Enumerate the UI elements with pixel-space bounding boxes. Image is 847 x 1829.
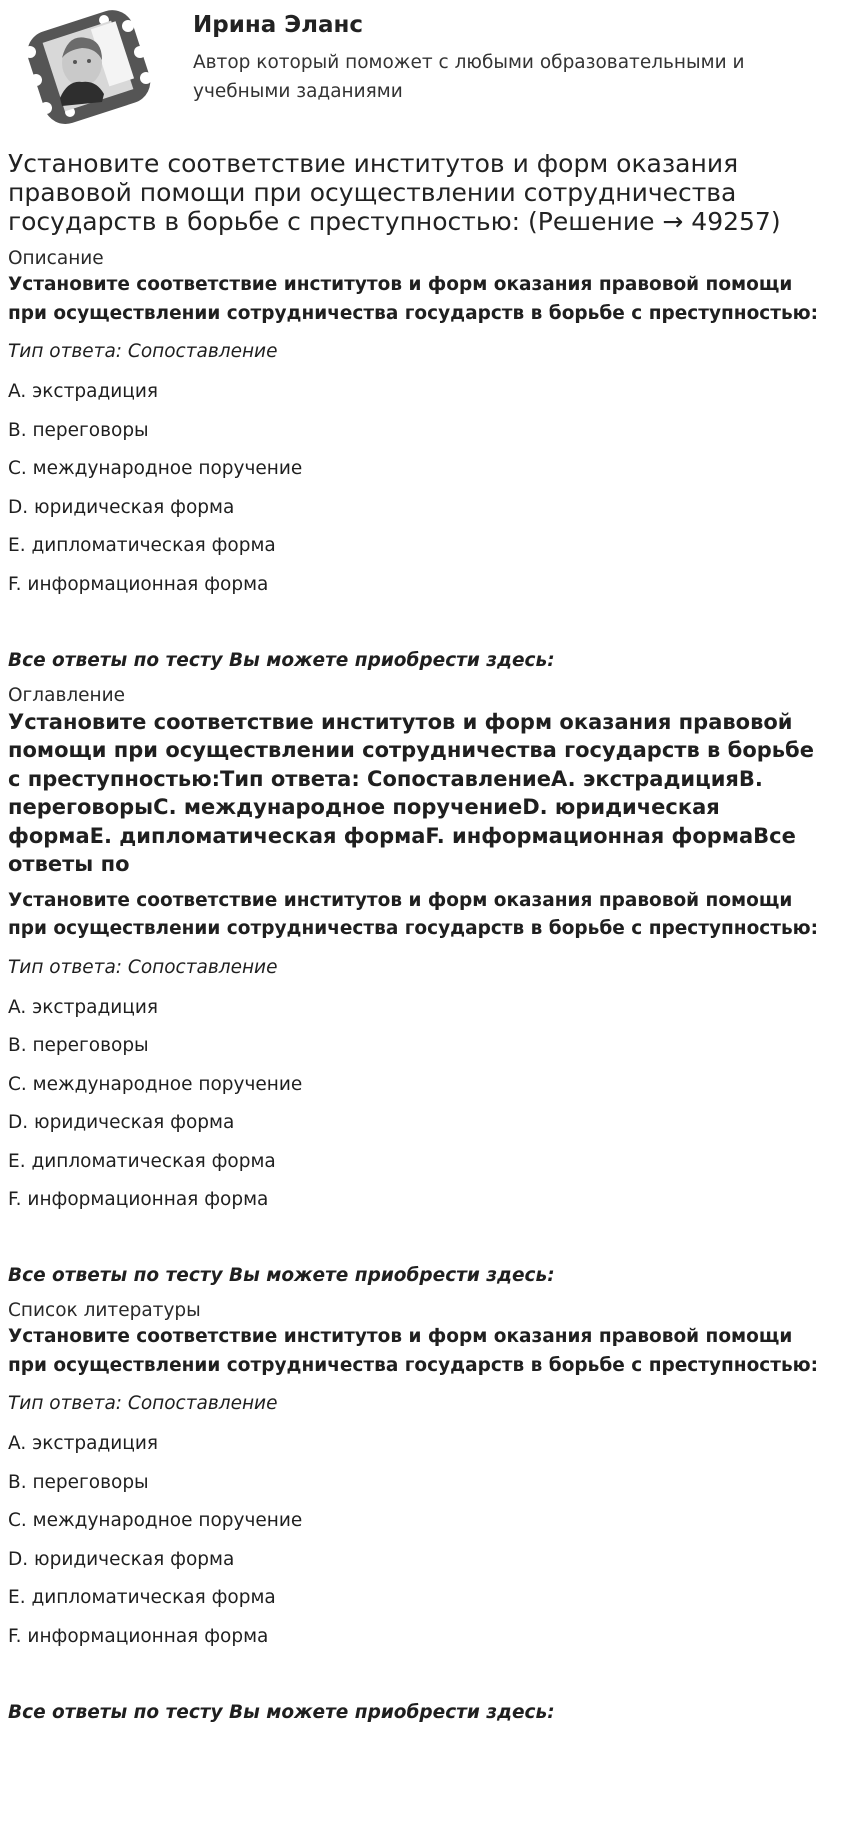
option-item: D. юридическая форма [8, 496, 235, 518]
description-label: Описание [8, 248, 104, 269]
question-text: Установите соответствие институтов и форм оказания правовой помощи при осуществлении сотрудничества государств в борьбе с преступностью: [8, 1326, 819, 1376]
option-item: F. информационная форма [8, 1189, 269, 1210]
option-item: A. экстрадиция [8, 996, 159, 1018]
literature-label: Список литературы [8, 1300, 201, 1321]
option-item: D. юридическая форма [8, 1112, 235, 1133]
author-card [8, 0, 839, 132]
buy-answers-text: Все ответы по тесту Вы можете приобрести здесь: [8, 1701, 555, 1723]
question-text: Установите соответствие институтов и форм оказания правовой помощи при осуществлении сотрудничества государств в борьбе с преступностью: [8, 274, 819, 324]
option-item: E. дипломатическая форма [8, 1150, 276, 1172]
buy-answers-text: Все ответы по тесту Вы можете приобрести здесь: [8, 649, 555, 671]
toc-section [8, 708, 839, 1289]
literature-section [8, 1323, 839, 1725]
option-item: B. переговоры [8, 1035, 149, 1056]
options-list [8, 996, 839, 1213]
option-item: C. международное поручение [8, 458, 303, 479]
options-list [8, 1432, 839, 1649]
page-title: Установите соответствие институтов и форм оказания правовой помощи при осуществлении сотрудничества государств в борьбе с преступностью: (Решение → 49257) [8, 149, 781, 236]
option-item: A. экстрадиция [8, 1433, 159, 1454]
option-item: F. информационная форма [8, 1625, 269, 1647]
option-item: F. информационная форма [8, 573, 269, 595]
option-item: E. дипломатическая форма [8, 1587, 276, 1608]
option-item: A. экстрадиция [8, 381, 159, 402]
buy-answers-text: Все ответы по тесту Вы можете приобрести здесь: [8, 1265, 555, 1286]
option-item: C. международное поручение [8, 1510, 303, 1531]
author-description: Автор который поможет с любыми образовательными и учебными заданиями [193, 52, 745, 102]
answer-type: Тип ответа: Сопоставление [8, 1393, 278, 1414]
question-text: Установите соответствие институтов и форм оказания правовой помощи при осуществлении сотрудничества государств в борьбе с преступностью: [8, 889, 819, 939]
option-item: B. переговоры [8, 1471, 149, 1493]
answer-type: Тип ответа: Сопоставление [8, 956, 278, 978]
author-avatar [16, 8, 157, 126]
option-item: C. международное поручение [8, 1073, 303, 1095]
option-item: E. дипломатическая форма [8, 535, 276, 556]
toc-label: Оглавление [8, 684, 126, 706]
author-name[interactable]: Ирина Эланс [193, 12, 364, 38]
description-section [8, 271, 839, 673]
toc-heading: Установите соответствие институтов и форм оказания правовой помощи при осуществлении сотрудничества государств в борьбе с преступностью:Тип ответа: СопоставлениеA. экстрадицияB. переговорыC. международное поручениеD. юридическая формаE. дипломатическая формаF. информационная формаВсе ответы по [8, 709, 814, 876]
option-item: D. юридическая форма [8, 1548, 235, 1570]
answer-type: Тип ответа: Сопоставление [8, 341, 278, 362]
option-item: B. переговоры [8, 419, 149, 441]
options-list [8, 380, 839, 597]
